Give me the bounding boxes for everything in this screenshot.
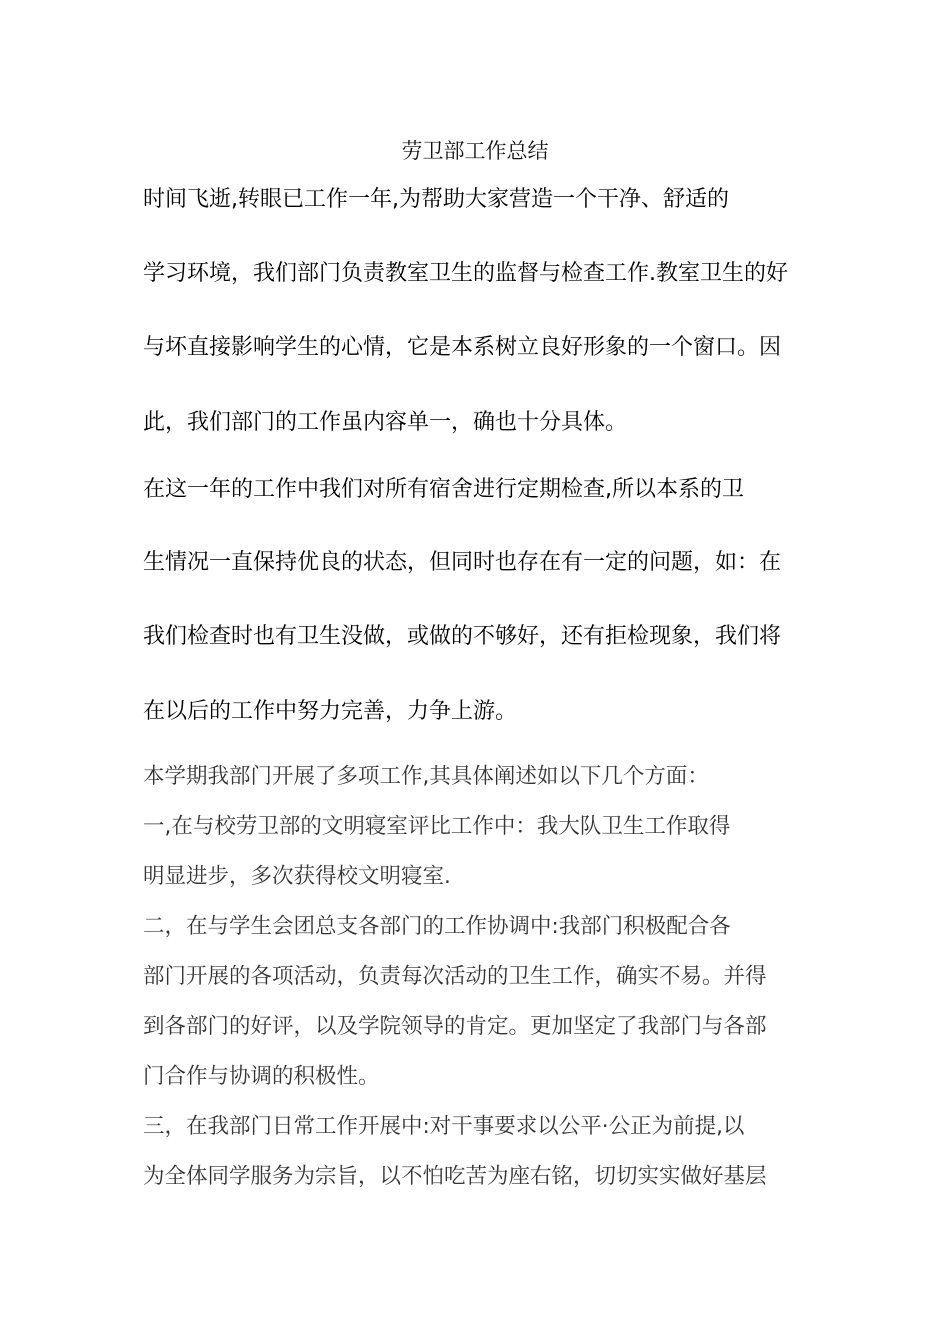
paragraph-line: 明显进步，多次获得校文明寝室. <box>143 864 451 889</box>
paragraph-line: 为全体同学服务为宗旨，以不怕吃苦为座右铭，切切实实做好基层 <box>143 1164 767 1189</box>
paragraph-line: 在这一年的工作中我们对所有宿舍进行定期检查,所以本系的卫 <box>143 477 744 502</box>
paragraph-line: 生情况一直保持优良的状态，但同时也存在有一定的问题，如：在 <box>143 550 782 575</box>
paragraph-line: 学习环境，我们部门负责教室卫生的监督与检查工作.教室卫生的好 <box>143 261 788 286</box>
paragraph-line: 在以后的工作中努力完善，力争上游。 <box>143 699 518 724</box>
paragraph-line: 时间飞逝,转眼已工作一年,为帮助大家营造一个干净、舒适的 <box>143 187 729 212</box>
paragraph-line: 此，我们部门的工作虽内容单一，确也十分具体。 <box>143 410 628 435</box>
paragraph-line: 与坏直接影响学生的心情，它是本系树立良好形象的一个窗口。因 <box>143 335 782 360</box>
paragraph-line: 三，在我部门日常工作开展中:对干事要求以公平·公正为前提,以 <box>143 1114 745 1139</box>
paragraph-line: 二，在与学生会团总支各部门的工作协调中:我部门积极配合各 <box>143 914 731 939</box>
paragraph-line: 本学期我部门开展了多项工作,其具体阐述如以下几个方面： <box>143 764 709 789</box>
document-title: 劳卫部工作总结 <box>401 139 549 163</box>
paragraph-line: 门合作与协调的积极性。 <box>143 1064 380 1089</box>
paragraph-line: 到各部门的好评，以及学院领导的肯定。更加坚定了我部门与各部 <box>143 1014 767 1039</box>
paragraph-line: 我们检查时也有卫生没做，或做的不够好，还有拒检现象，我们将 <box>143 624 782 649</box>
paragraph-line: 部门开展的各项活动，负责每次活动的卫生工作，确实不易。并得 <box>143 964 767 989</box>
paragraph-line: 一,在与校劳卫部的文明寝室评比工作中：我大队卫生工作取得 <box>143 814 731 839</box>
